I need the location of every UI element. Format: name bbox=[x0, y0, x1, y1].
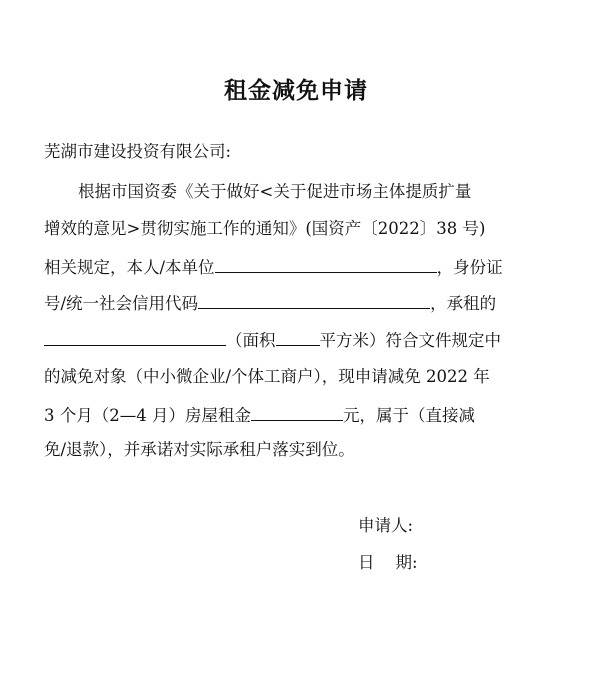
body-line-7 bbox=[44, 402, 475, 428]
body-line-4-text-a: 号/统一社会信用代码 bbox=[44, 294, 199, 313]
id-number-blank[interactable] bbox=[198, 290, 430, 309]
date-label: 日 期: bbox=[358, 553, 418, 572]
body-line-6: 的减免对象（中小微企业/个体工商户），现申请减免 2022 年 bbox=[44, 367, 490, 386]
body-line-4-text-b: ，承租的 bbox=[430, 294, 497, 313]
body-line-8: 免/退款），并承诺对实际承租户落实到位。 bbox=[44, 440, 355, 459]
addressee: 芜湖市建设投资有限公司: bbox=[44, 142, 232, 161]
body-line-3-text-b: ，身份证 bbox=[436, 258, 503, 277]
body-line-7-text-b: 元，属于（直接减 bbox=[342, 406, 475, 425]
body-line-3 bbox=[44, 254, 503, 280]
rent-amount-blank[interactable] bbox=[251, 402, 343, 421]
leased-property-blank[interactable] bbox=[44, 327, 226, 346]
applicant-label: 申请人: bbox=[358, 516, 414, 535]
area-blank[interactable] bbox=[276, 327, 320, 346]
applicant-name-blank[interactable] bbox=[215, 254, 437, 273]
body-line-2: 增效的意见>贯彻实施工作的通知》(国资产〔2022〕38 号) bbox=[44, 219, 486, 238]
body-line-4 bbox=[44, 290, 496, 316]
body-line-7-text-a: 3 个月（2—4 月）房屋租金 bbox=[44, 406, 251, 425]
body-line-5 bbox=[44, 327, 501, 353]
document-title: 租金减免申请 bbox=[224, 78, 368, 104]
body-line-5-text-b: 平方米）符合文件规定中 bbox=[319, 331, 501, 350]
body-line-1: 根据市国资委《关于做好<关于促进市场主体提质扩量 bbox=[78, 182, 472, 201]
body-line-3-text-a: 相关规定，本人/本单位 bbox=[44, 258, 215, 277]
body-line-5-text-a: （面积 bbox=[226, 331, 276, 350]
